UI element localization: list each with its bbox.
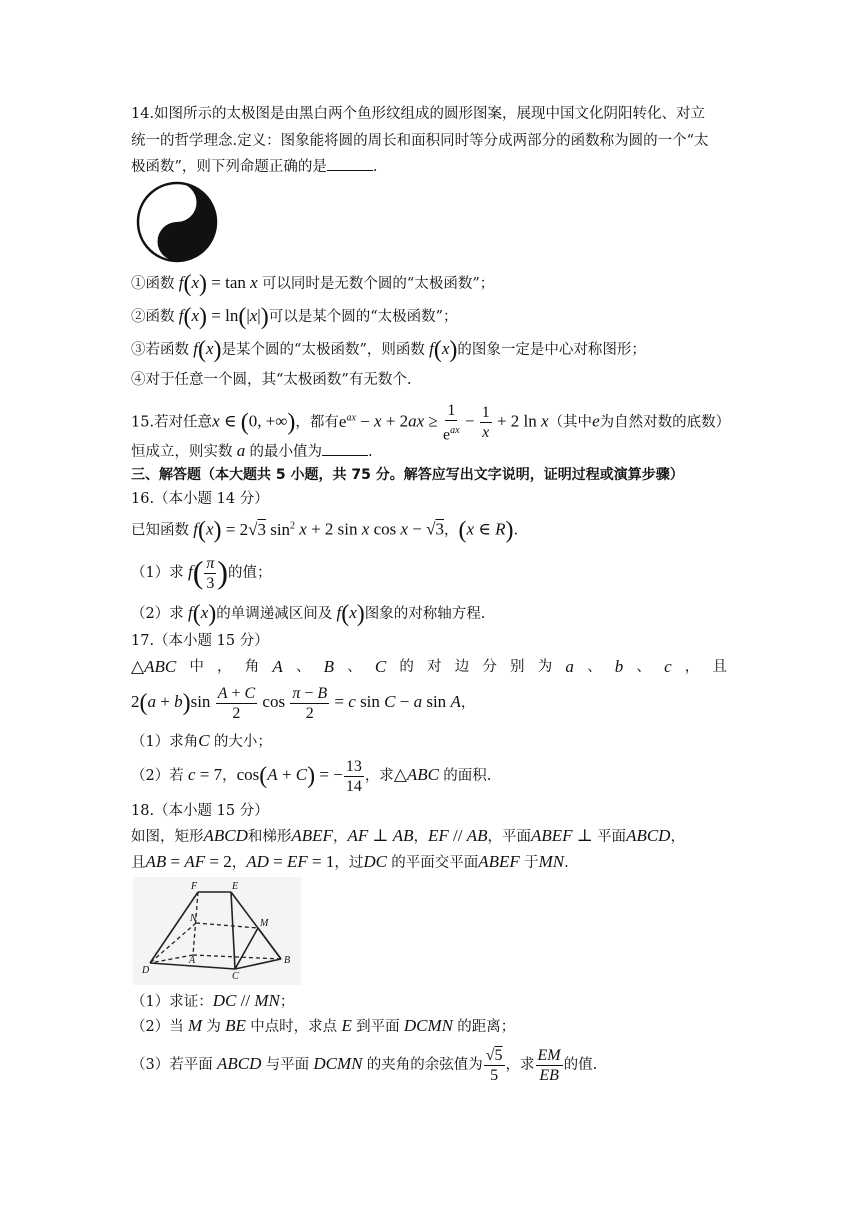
q18-part2: （2）当 M 为 BE 中点时，求点 E 到平面 DCMN 的距离； <box>131 1016 516 1035</box>
q16-p1-text-a: （1）求 <box>131 565 184 581</box>
q17-head-text: 17.（本小题 15 分） <box>131 633 269 649</box>
q18-line2: 且AB = AF = 2，AD = EF = 1，过DC 的平面交平面ABEF 于MN. <box>131 852 569 871</box>
q14-opt3-text-a: ③若函数 <box>131 342 189 358</box>
q18-text-m: . <box>564 855 569 871</box>
q18-text-a: 如图，矩形 <box>131 829 204 845</box>
q16-part2: （2）求 f(x)的单调递减区间及 f(x)图象的对称轴方程. <box>131 601 486 627</box>
q17-p2-text-c: ，求 <box>364 768 394 784</box>
q17-word: 对 <box>427 659 442 675</box>
q14-opt1-label: ①函数 <box>131 276 175 292</box>
q18-text-e: ，平面 <box>487 829 532 845</box>
fraction: $\frac{EM}{EB}$ <box>537 1046 561 1084</box>
q17-word: 角 <box>244 659 260 675</box>
q14-opt2-text: 可以是某个圆的“太极函数”； <box>268 309 458 325</box>
q17-word: △ABC <box>131 657 177 676</box>
q18-text-d: ， <box>413 829 428 845</box>
q18-part1: （1）求证：DC // MN； <box>131 991 295 1010</box>
fraction: $\frac{\pi}{3}$ <box>206 554 215 592</box>
q18-p3-text-d: ，求 <box>505 1057 535 1073</box>
q18-p3-text-c: 的夹角的余弦值为 <box>366 1057 483 1073</box>
q14-opt3-text-c: 的图象一定是中心对称图形； <box>457 342 646 358</box>
section-title <box>131 465 684 485</box>
q14-stem-text3: 极函数”，则下列命题正确的是 <box>131 159 327 175</box>
q18-text-h: 且 <box>131 855 146 871</box>
q17-p1-text-b: 的大小； <box>213 734 272 750</box>
q17-word: 分 <box>482 659 497 675</box>
q18-text-c: ， <box>332 829 348 845</box>
fraction: $\frac{√5}{5}$ <box>485 1046 503 1084</box>
q14-stem-line2 <box>131 131 709 151</box>
label-A: A <box>189 955 196 966</box>
q17-word: ， <box>684 659 700 675</box>
q17-word: 边 <box>454 659 470 675</box>
q16-line1: 已知函数 f(x) = 2√3 $\sin^2 x + 2$ sin x cos x − √3，(x ∈ R). <box>131 517 519 544</box>
q17-p2-text-a: （2）若 <box>131 768 184 784</box>
label-C: C <box>232 971 239 982</box>
q18-text-i: ， <box>231 855 247 871</box>
q18-p2-text-e: 的距离； <box>457 1019 516 1035</box>
q17-word: A <box>272 657 283 676</box>
q18-p3-text-e: 的值. <box>563 1057 598 1073</box>
q17-word: b <box>614 657 624 676</box>
q16-head-text: 16.（本小题 14 分） <box>131 491 269 507</box>
q18-part3: （3）若平面 ABCD 与平面 DCMN 的夹角的余弦值为 $\frac{√5}{5}$ ，求 $\frac{EM}{EB}$ 的值. <box>131 1046 598 1084</box>
q15-line2: 恒成立，则实数 a 的最小值为 . <box>131 441 373 460</box>
q17-word: 为 <box>537 659 553 675</box>
q16-p1-text-b: 的值； <box>228 565 272 581</box>
q17-word: B <box>323 657 334 676</box>
q17-word: 、 <box>295 659 311 675</box>
q17-word: 且 <box>712 659 727 675</box>
q17-line2: 2(a + b)sin $\frac{A + C}{2}$ cos $\frac{\pi - B}{2}$ = c sin C − a sin A， <box>131 684 476 722</box>
q14-opt1-text: 可以同时是无数个圆的“太极函数”； <box>261 276 495 292</box>
q14-option1: ①函数 f(x) = tan x 可以同时是无数个圆的“太极函数”； <box>131 271 495 297</box>
q15-text-c: （其中 <box>548 414 593 431</box>
q18-text-j: ，过 <box>334 855 364 871</box>
q17-line1 <box>131 657 727 677</box>
label-B: B <box>284 955 291 966</box>
q17-p2-text-b: ， <box>222 768 237 784</box>
q16-text-a: 已知函数 <box>131 522 189 539</box>
section-title-text: 三、解答题（本大题共 5 小题，共 75 分。解答应写出文字说明，证明过程或演算步骤） <box>131 467 684 483</box>
q14-opt4-text: ④对于任意一个圆，其“太极函数”有无数个. <box>131 372 412 388</box>
q15-text-d: 为自然对数的底数） <box>599 414 731 431</box>
fraction: $\frac{1}{e^{ax}}$ <box>443 402 460 444</box>
q17-word: 的 <box>399 659 414 675</box>
q17-part2: （2）若 c = 7，cos(A + C) = − $\frac{13}{14}$ ，求△ABC 的面积. <box>131 757 492 795</box>
q16-p2-text-c: 图象的对称轴方程. <box>364 606 486 622</box>
q18-text-b: 和梯形 <box>247 829 292 845</box>
fraction: $\frac{\pi - B}{2}$ <box>292 684 328 722</box>
q14-stem-line3 <box>131 157 378 177</box>
q18-text-f: 平面 <box>597 829 627 845</box>
q17-head <box>131 631 269 651</box>
q14-stem-text1: 14.如图所示的太极图是由黑白两个鱼形纹组成的圆形图案，展现中国文化阴阳转化、对立 <box>131 106 706 122</box>
q17-word: c <box>664 657 672 676</box>
q15-text-f: 的最小值为 <box>249 444 322 460</box>
label-M: M <box>260 918 269 929</box>
q14-opt2-label: ②函数 <box>131 309 175 325</box>
q15-text-e: 恒成立，则实数 <box>131 444 233 460</box>
q14-stem-text2: 统一的哲学理念.定义：图象能将圆的周长和面积同时等分成两部分的函数称为圆的一个“太 <box>131 133 709 149</box>
q18-text-g: ， <box>670 829 685 845</box>
q18-p2-text-c: 中点时，求点 <box>250 1019 338 1035</box>
q18-p3-text-a: （3）若平面 <box>131 1057 213 1073</box>
fraction: $\frac{A + C}{2}$ <box>217 684 256 722</box>
q16-p2-text-b: 的单调递减区间及 <box>216 606 333 622</box>
q18-p1-text-b: ； <box>279 994 295 1010</box>
q17-word: ， <box>217 659 232 675</box>
solid-geometry-figure <box>133 877 301 985</box>
answer-blank <box>322 443 368 456</box>
q17-p2-text-d: 的面积. <box>443 768 492 784</box>
q18-line1: 如图，矩形ABCD和梯形ABEF，AF ⊥ AB，EF // AB，平面ABEF ⊥ 平面ABCD， <box>131 826 685 845</box>
fraction: $\frac{13}{14}$ <box>345 757 362 795</box>
q15-period: . <box>368 444 373 460</box>
q17-word: 中 <box>189 659 204 675</box>
q16-text-c: . <box>513 522 519 539</box>
label-F: F <box>191 881 198 892</box>
q14-period: . <box>372 159 378 175</box>
q16-head <box>131 489 269 509</box>
q14-option2: ②函数 f(x) = ln(|x|)可以是某个圆的“太极函数”； <box>131 304 458 330</box>
answer-blank <box>327 158 373 171</box>
q18-text-l: 于 <box>524 855 539 871</box>
q18-p1-text-a: （1）求证： <box>131 994 213 1010</box>
q14-option3: ③若函数 f(x)是某个圆的“太极函数”，则函数 f(x)的图象一定是中心对称图形； <box>131 337 646 363</box>
q18-head-text: 18.（本小题 15 分） <box>131 803 269 819</box>
q18-p2-text-a: （2）当 <box>131 1019 184 1035</box>
label-N: N <box>190 913 197 924</box>
q18-text-k: 的平面交平面 <box>391 855 479 871</box>
q14-stem-line1 <box>131 104 705 124</box>
fraction: $\frac{1}{x}$ <box>481 404 490 442</box>
q15-line1: 15.若对任意x ∈ (0, +∞)，都有$e^{ax} - x + 2ax$ ≥ $\frac{1}{e^{ax}}$ − $\frac{1}{x}$ + 2 ln x（其中e为自然对数的底数） <box>131 402 731 444</box>
label-E: E <box>232 881 239 892</box>
q15-text-b: ，都有 <box>295 414 339 431</box>
q14-option4 <box>131 370 411 390</box>
q17-p1-text-a: （1）求角 <box>131 734 199 750</box>
q17-word: 、 <box>587 659 602 675</box>
q15-text-a: 15.若对任意 <box>131 414 213 431</box>
q17-comma: ， <box>460 695 476 711</box>
q17-word: 别 <box>510 659 525 675</box>
label-D: D <box>142 965 150 976</box>
q16-part1: （1）求 f( $\frac{\pi}{3}$ )的值； <box>131 554 272 592</box>
q17-word: C <box>374 657 387 676</box>
q18-p2-text-b: 为 <box>206 1019 221 1035</box>
q16-p2-text-a: （2）求 <box>131 606 184 622</box>
taiji-figure <box>135 180 219 264</box>
q18-head <box>131 801 269 821</box>
q17-word: 、 <box>636 659 651 675</box>
q18-p2-text-d: 到平面 <box>356 1019 400 1035</box>
q16-text-b: ， <box>443 522 459 539</box>
q17-word: 、 <box>347 659 362 675</box>
q14-opt3-text-b: 是某个圆的“太极函数”，则函数 <box>221 342 425 358</box>
q18-p3-text-b: 与平面 <box>265 1057 310 1073</box>
q17-word: a <box>565 657 574 676</box>
q17-part1: （1）求角C 的大小； <box>131 731 272 750</box>
